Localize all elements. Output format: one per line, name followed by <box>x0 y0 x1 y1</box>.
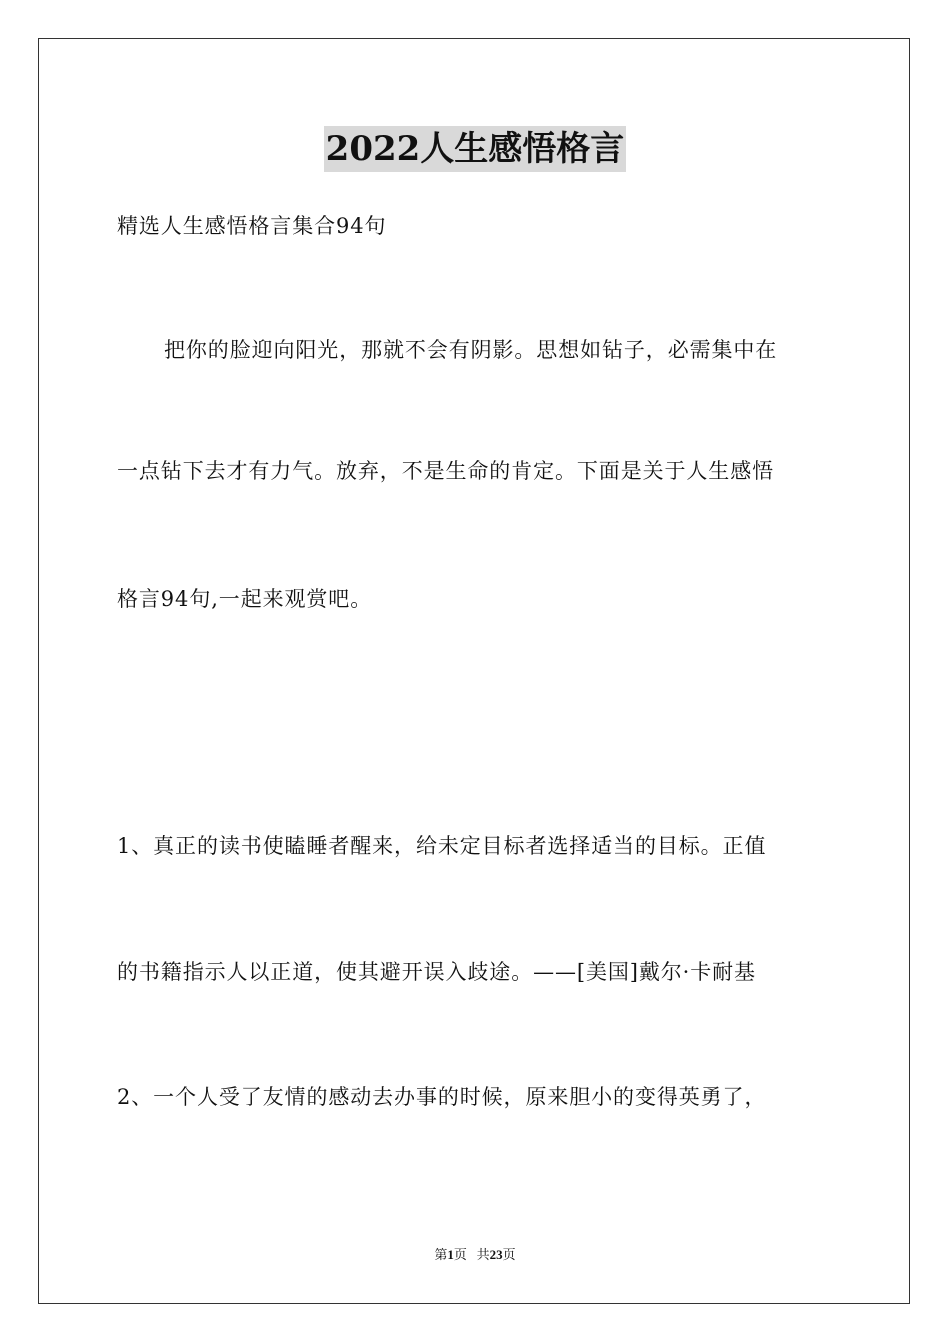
footer-total-suffix: 页 <box>502 1247 516 1262</box>
paragraph-line: 格言94句,一起来观赏吧。 <box>117 587 373 611</box>
quote-line: 1、真正的读书使瞌睡者醒来，给未定目标者选择适当的目标。正值 <box>117 834 767 858</box>
paragraph-line: 把你的脸迎向阳光，那就不会有阴影。思想如钻子，必需集中在 <box>164 338 778 362</box>
footer-page-prefix: 第 <box>434 1247 448 1262</box>
quote-line: 的书籍指示人以正道，使其避开误入歧途。——[美国]戴尔·卡耐基 <box>117 960 756 984</box>
document-subtitle: 精选人生感悟格言集合94句 <box>117 214 387 238</box>
footer-total-prefix: 共 <box>476 1247 490 1262</box>
footer-page-suffix: 页 <box>453 1247 467 1262</box>
paragraph-line: 一点钻下去才有力气。放弃，不是生命的肯定。下面是关于人生感悟 <box>117 459 774 483</box>
footer-page-number: 1 <box>447 1247 454 1262</box>
page-footer <box>0 1246 950 1264</box>
title-container <box>0 126 950 172</box>
document-title: 2022人生感悟格言 <box>324 126 627 172</box>
quote-line: 2、一个人受了友情的感动去办事的时候，原来胆小的变得英勇了， <box>117 1085 767 1109</box>
footer-total-pages: 23 <box>489 1247 503 1262</box>
